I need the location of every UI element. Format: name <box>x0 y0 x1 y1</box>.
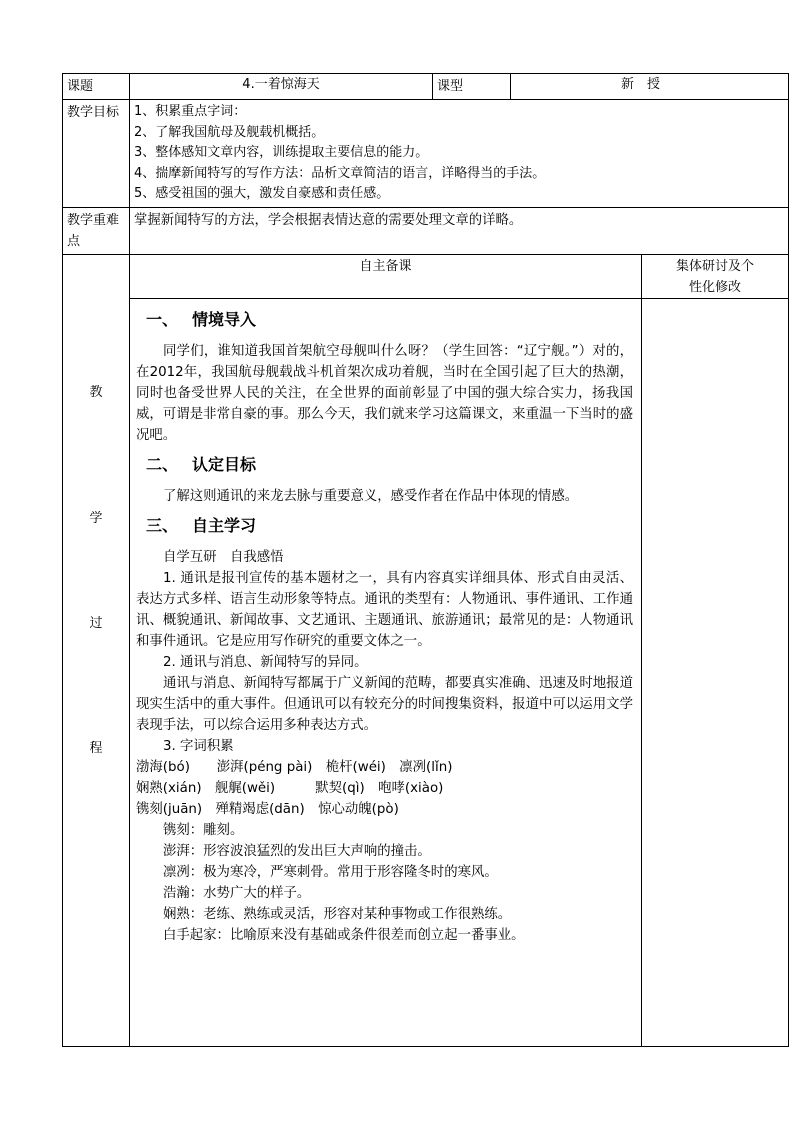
word-definition: 浩瀚：水势广大的样子。 <box>163 885 311 901</box>
body-row <box>63 298 789 1046</box>
goal-item: 5、感受祖国的强大，激发自豪感和责任感。 <box>134 186 390 201</box>
word-list <box>136 757 633 820</box>
goal-item: 4、揣摩新闻特写的写作方法：品析文章简洁的语言，详略得当的手法。 <box>134 165 546 181</box>
type-label: 课型 <box>433 74 511 100</box>
study-subtitle: 自学互研 自我感悟 <box>163 549 284 565</box>
focus-text: 掌握新闻特写的方法，学会根据表情达意的需要处理文章的详略。 <box>130 207 789 254</box>
goal-paragraph: 了解这则通讯的来龙去脉与重要意义，感受作者在作品中体现的情感。 <box>163 488 579 504</box>
focus-row <box>63 207 789 254</box>
goal-item: 3、整体感知文章内容，训练提取主要信息的能力。 <box>134 145 429 160</box>
goals-label: 教学目标 <box>63 100 130 208</box>
header-row <box>63 74 789 100</box>
intro-paragraph: 同学们，谁知道我国首架航空母舰叫什么呀？（学生回答：“辽宁舰。”）对的，在2012年，我国航母舰载战斗机首架次成功着舰，当时在全国引起了巨大的热潮，同时也备受世界人民的关注，在全世界的面前彰显了中国的强大综合实力，扬我国威，可谓是非常自豪的事。那么今天，我们就来学习这篇课文，来重温一下当时的盛况吧。 <box>136 343 634 443</box>
process-char: 教 <box>89 384 103 400</box>
main-content-cell <box>130 298 642 1046</box>
side-notes-cell <box>642 298 789 1046</box>
process-char: 过 <box>89 615 103 631</box>
word-line: 渤海(bó) 澎湃(péng pài) 桅杆(wéi) 凛冽(lǐn) <box>136 759 453 775</box>
study-heading-3: 3. 字词积累 <box>163 738 234 754</box>
type-value: 新 授 <box>511 74 789 100</box>
topic-label: 课题 <box>63 74 130 100</box>
word-definition: 澎湃：形容波浪猛烈的发出巨大声响的撞击。 <box>163 843 431 859</box>
word-definition: 白手起家：比喻原来没有基础或条件很差而创立起一番事业。 <box>163 927 525 943</box>
goals-list <box>130 100 789 208</box>
topic-value: 4.一着惊海天 <box>130 74 433 100</box>
section-heading: 三、 自主学习 <box>146 515 257 535</box>
goal-item: 2、了解我国航母及舰载机概括。 <box>134 124 325 140</box>
word-line: 娴熟(xián) 舰艉(wěi) 默契(qì) 咆哮(xiào) <box>136 780 444 796</box>
study-paragraph-1: 1. 通讯是报刊宣传的基本题材之一，具有内容真实详细具体、形式自由灵活、表达方式多样、语言生动形象等特点。通讯的类型有：人物通讯、事件通讯、工作通讯、概貌通讯、新闻故事、文艺通讯、主题通讯、旅游通讯；最常见的是：人物通讯和事件通讯。它是应用写作研究的重要文体之一。 <box>136 570 633 649</box>
study-heading-2: 2. 通讯与消息、新闻特写的异同。 <box>163 654 368 670</box>
process-char: 学 <box>89 510 103 526</box>
process-char: 程 <box>89 740 103 756</box>
side-column-title: 集体研讨及个性化修改 <box>642 254 789 298</box>
word-definition: 娴熟：老练、熟练或灵活，形容对某种事物或工作很熟练。 <box>163 906 512 922</box>
section-heading: 二、 认定目标 <box>146 454 257 474</box>
word-definition: 凛冽：极为寒冷，严寒刺骨。常用于形容隆冬时的寒风。 <box>163 864 498 880</box>
word-line: 镌刻(juān) 殚精竭虑(dān) 惊心动魄(pò) <box>136 801 399 817</box>
goal-item: 1、积累重点字词： <box>134 104 247 119</box>
goals-row <box>63 100 789 208</box>
word-definition: 镌刻：雕刻。 <box>163 822 244 838</box>
study-paragraph-2: 通讯与消息、新闻特写都属于广义新闻的范畴，都要真实准确、迅速及时地报道现实生活中的重大事件。但通讯可以有较充分的时间搜集资料，报道中可以运用文学表现手法，可以综合运用多种表达方式。 <box>136 675 633 733</box>
section-heading: 一、 情境导入 <box>146 309 257 329</box>
lesson-plan-table <box>62 73 789 1047</box>
focus-label: 教学重难点 <box>63 207 130 254</box>
column-title-row <box>63 254 789 298</box>
process-label <box>63 254 130 1046</box>
main-column-title: 自主备课 <box>130 254 642 298</box>
lesson-plan-page <box>62 73 788 1047</box>
